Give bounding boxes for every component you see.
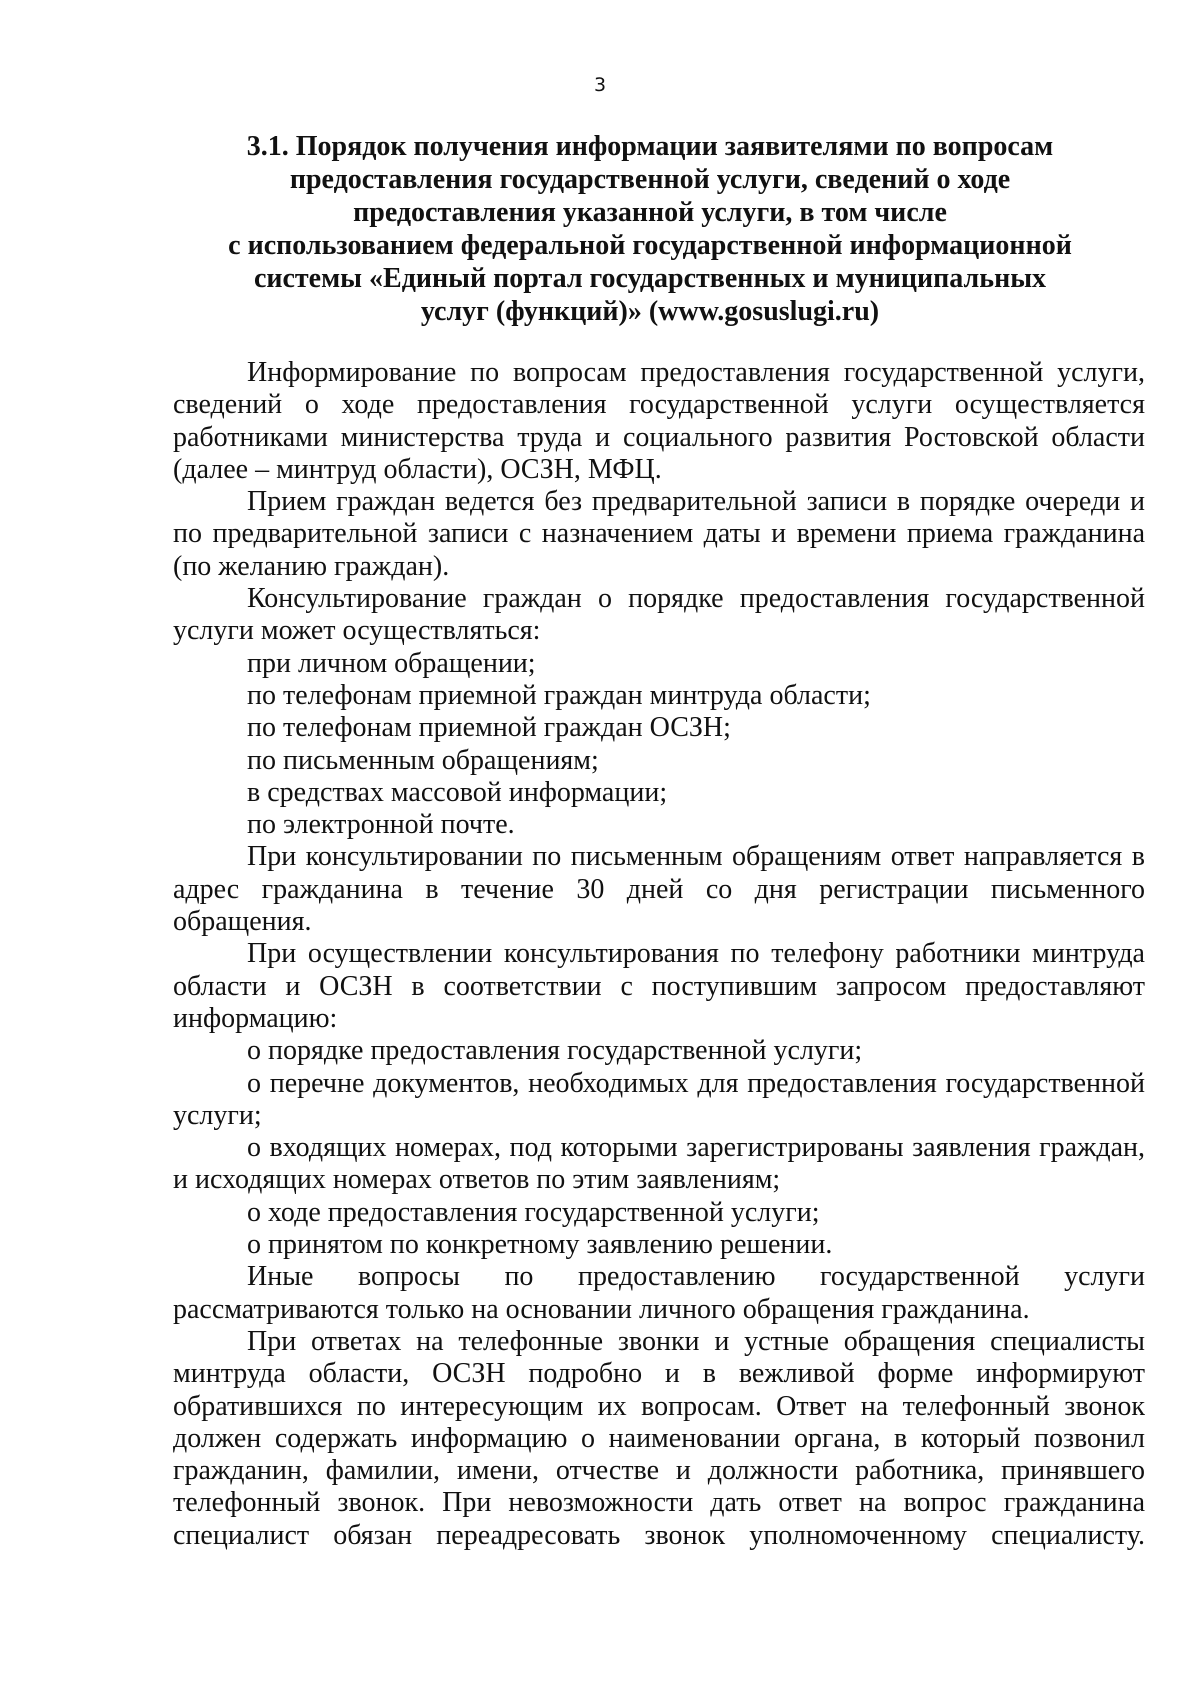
list-item: по телефонам приемной граждан ОСЗН; [247,712,731,744]
list-item: о порядке предоставления государственной услуги; [247,1035,863,1067]
paragraph-written-requests: При консультировании по письменным обращениям ответ направляется в адрес гражданина в течение 30 дней со дня регистрации письменного обращения. [173,841,1145,938]
paragraph-other-questions: Иные вопросы по предоставлению государственной услуги рассматриваются только на основании личного обращения гражданина. [173,1261,1145,1325]
heading-line: 3.1. Порядок получения информации заявителями по вопросам [246,131,1054,162]
document-body [173,357,1145,1552]
heading-line: системы «Единый портал государственных и муниципальных [253,263,1047,294]
paragraph-informing: Информирование по вопросам предоставления государственной услуги, сведений о ходе предоставления государственной услуги осуществляется работниками министерства труда и социального развития Ростовской области (далее – минтруд области), ОСЗН, МФЦ. [173,357,1145,485]
list-item: о ходе предоставления государственной услуги; [247,1196,820,1228]
heading-line: предоставления указанной услуги, в том числе [353,197,947,228]
page-number: 3 [593,74,607,96]
list-item: о перечне документов, необходимых для предоставления государственной услуги; [173,1067,1145,1131]
heading-line: с использованием федеральной государственной информационной [228,230,1072,261]
heading-line: предоставления государственной услуги, сведений о ходе [289,164,1011,195]
section-heading [170,130,1130,328]
paragraph-phone-consulting: При осуществлении консультирования по телефону работники минтруда области и ОСЗН в соответствии с поступившим запросом предоставляют информацию: [173,938,1145,1034]
list-item: в средствах массовой информации; [247,776,668,808]
list-item: о входящих номерах, под которыми зарегистрированы заявления граждан, и исходящих номерах ответов по этим заявлениям; [173,1132,1145,1196]
paragraph-consulting-methods: Консультирование граждан о порядке предоставления государственной услуги может осуществляться: [173,583,1145,647]
list-item: по телефонам приемной граждан минтруда области; [247,679,871,711]
list-item: при личном обращении; [247,647,536,679]
paragraph-reception: Прием граждан ведется без предварительной записи в порядке очереди и по предварительной записи с назначением даты и времени приема гражданина (по желанию граждан). [173,486,1145,582]
heading-line: услуг (функций)» (www.gosuslugi.ru) [420,296,880,327]
list-item: по письменным обращениям; [247,744,599,776]
list-item: по электронной почте. [247,809,515,841]
paragraph-phone-answers: При ответах на телефонные звонки и устные обращения специалисты минтруда области, ОСЗН подробно и в вежливой форме информируют обратившихся по интересующим их вопросам. Ответ на телефонный звонок должен содержать информацию о наименовании органа, в который позвонил гражданин, фамилии, имени, отчестве и должности работника, принявшего телефонный звонок. При невозможности дать ответ на вопрос гражданина специалист обязан переадресовать звонок уполномоченному специалисту. [173,1325,1145,1551]
list-item: о принятом по конкретному заявлению решении. [247,1229,833,1261]
